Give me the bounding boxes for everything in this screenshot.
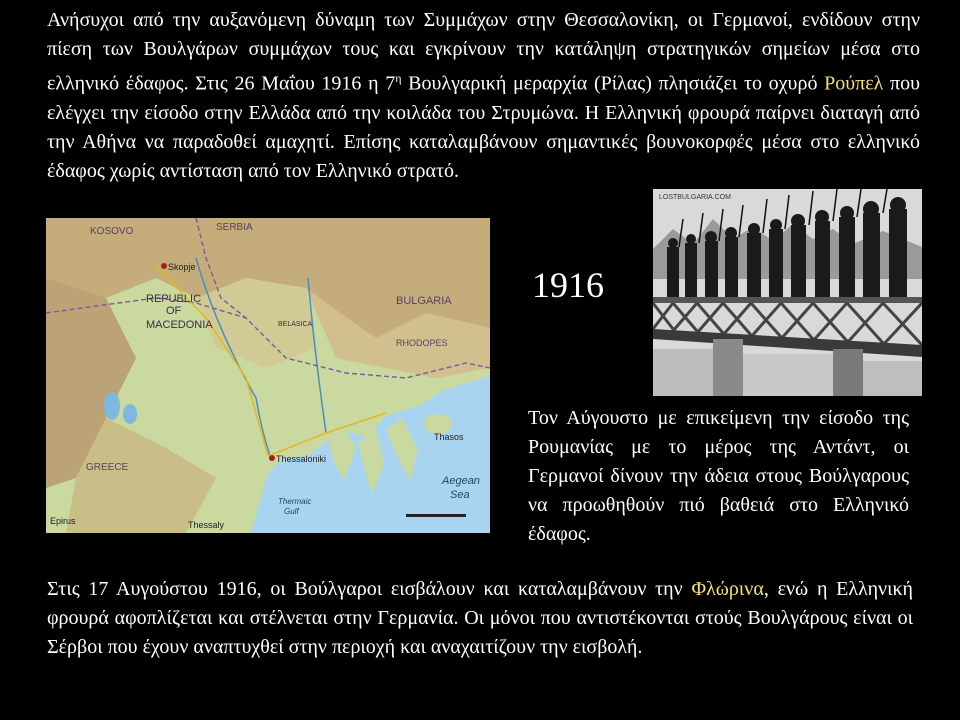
year-label: 1916 bbox=[532, 265, 604, 305]
map-label-gulf: Gulf bbox=[284, 507, 299, 516]
photo-water-left bbox=[653, 349, 713, 396]
photo-water-mid bbox=[743, 354, 833, 396]
photo-water-right bbox=[863, 361, 922, 396]
paragraph-bottom bbox=[47, 575, 913, 662]
map-label-thermaic: Thermaic bbox=[278, 497, 312, 506]
map-thasos-island bbox=[424, 414, 452, 434]
paragraph-top-text-3: που ελέγχει την είσοδο στην Ελλάδα από την κοιλάδα του Στρυμώνα. Η Ελληνική φρουρά παίρνει διαταγή από την Αθήνα να παραδοθεί αμαχητί. Επίσης καταλαμβάνουν σημαντικές βουνοκορφές μέσα στο ελληνικό έδαφος χωρίς αντίσταση από τον Ελληνικό στρατό. bbox=[47, 72, 920, 182]
historical-photo bbox=[653, 189, 922, 396]
map-lake-ohrid bbox=[104, 392, 120, 420]
paragraph-top-text-1: Ανήσυχοι από την αυξανόμενη δύναμη των Συμμάχων στην Θεσσαλονίκη, οι Γερμανοί, ενδίδουν στην πίεση των Βουλγάρων συμμάχων τους και εγκρίνουν την κατάληψη στρατηγικών σημείων μέσα στο ελληνικό έδαφος. Στις 26 Μαΐου 1916 η 7 bbox=[47, 9, 920, 95]
map-city-skopje bbox=[161, 263, 167, 269]
map-label-rhodopes: RHODOPES bbox=[396, 338, 448, 348]
photo-watermark: LOSTBULGARIA.COM bbox=[659, 194, 731, 201]
paragraph-top bbox=[47, 6, 920, 186]
map-scale-bar bbox=[406, 514, 466, 517]
map-label-republic: REPUBLIC bbox=[146, 293, 202, 305]
map-label-thessaloniki: Thessaloniki bbox=[276, 454, 327, 464]
map-label-skopje: Skopje bbox=[168, 262, 196, 272]
map-label-thessaly: Thessaly bbox=[188, 520, 225, 530]
map-label-of: OF bbox=[166, 305, 182, 317]
photo-pillar-1 bbox=[713, 339, 743, 396]
map-label-kosovo: KOSOVO bbox=[90, 226, 134, 237]
map-label-greece: GREECE bbox=[86, 462, 129, 473]
map-label-sea: Sea bbox=[450, 489, 470, 501]
photo-pillar-2 bbox=[833, 349, 863, 396]
map-label-macedonia: MACEDONIA bbox=[146, 319, 213, 331]
region-map bbox=[46, 218, 490, 533]
paragraph-bottom-text-2: , ενώ η Ελληνική φρουρά αφοπλίζεται και στέλνεται στην Γερμανία. Οι μόνοι που αντιστέκονται στούς Βουλγάρους είναι οι Σέρβοι που έχουν αναπτυχθεί στην περιοχή και αναχαιτίζουν την εισβολή. bbox=[47, 578, 914, 658]
rupel-highlight: Ρούπελ bbox=[824, 72, 884, 95]
paragraph-right: Τον Αύγουστο με επικείμενη την είσοδο της Ρουμανίας με το μέρος της Αντάντ, οι Γερμανοί δίνουν την άδεια στους Βούλγαρους να προωθηθούν πιό βαθειά στο Ελληνικό έδαφος. bbox=[528, 407, 909, 545]
map-label-thasos: Thasos bbox=[434, 432, 464, 442]
map-city-thessaloniki bbox=[269, 455, 275, 461]
map-label-aegean: Aegean bbox=[442, 475, 480, 487]
map-label-bulgaria: BULGARIA bbox=[396, 295, 452, 307]
map-label-epirus: Epirus bbox=[50, 516, 76, 526]
paragraph-top-text-2: Βουλγαρική μεραρχία (Ρίλας) πλησιάζει το οχυρό bbox=[401, 72, 825, 95]
florina-highlight: Φλώρινα bbox=[691, 578, 764, 600]
map-lake-prespa bbox=[123, 404, 137, 424]
ordinal-superscript: η bbox=[395, 71, 402, 85]
paragraph-bottom-text-1: Στις 17 Αυγούστου 1916, οι Βούλγαροι εισβάλουν και καταλαμβάνουν την bbox=[47, 578, 692, 600]
map-label-belasica: BELASICA bbox=[278, 321, 313, 328]
photo-railing-top bbox=[653, 297, 922, 303]
map-label-serbia: SERBIA bbox=[216, 222, 253, 233]
